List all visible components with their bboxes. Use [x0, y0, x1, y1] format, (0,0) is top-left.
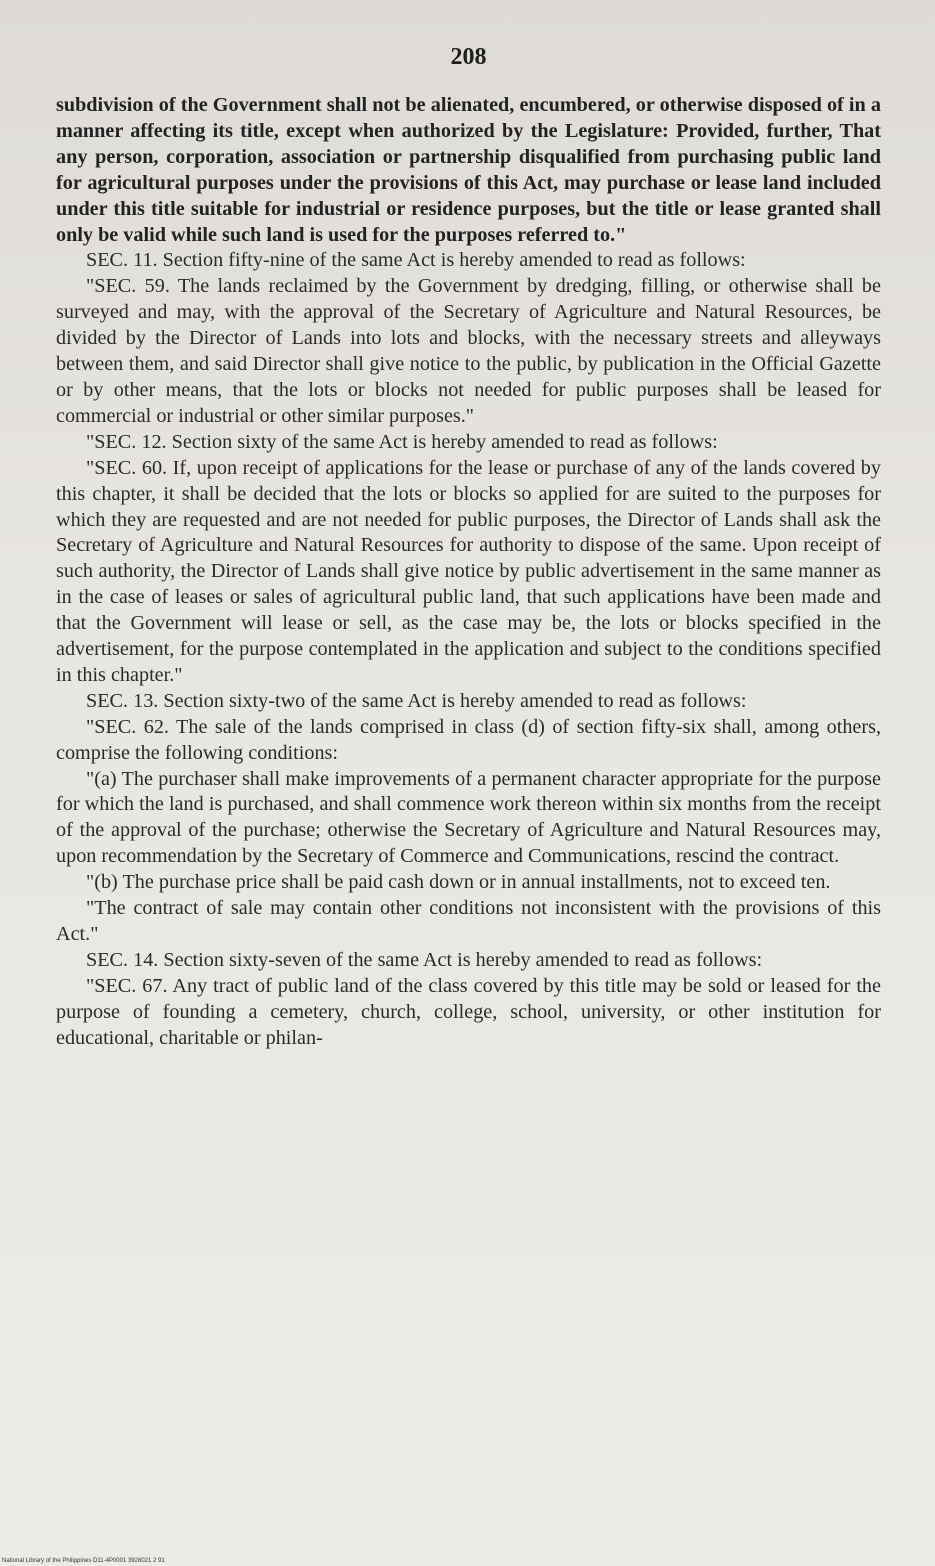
page-number: 208: [450, 44, 487, 70]
footer-caption: National Library of the Philippines D11-4P0001 3928021 2 91: [2, 1558, 165, 1564]
paragraph: "SEC. 12. Section sixty of the same Act is hereby amended to read as follows:: [86, 430, 718, 453]
paragraph: subdivision of the Government shall not be alienated, encumbered, or otherwise disposed of in a manner affecting its title, except when authorized by the Legislature: Provided, further, That any person, corporation, association or partnership disqualified from purchasing public land for agricultural purposes under the provisions of this Act, may purchase or lease land included under this title suitable for industrial or residence purposes, but the title or lease granted shall only be valid while such land is used for the purposes referred to.": [56, 94, 881, 246]
paragraph: SEC. 13. Section sixty-two of the same Act is hereby amended to read as follows:: [86, 689, 747, 712]
paragraph: "(b) The purchase price shall be paid cash down or in annual installments, not to exceed ten.: [86, 871, 831, 894]
paragraph: SEC. 14. Section sixty-seven of the same Act is hereby amended to read as follows:: [86, 948, 763, 971]
document-body: [56, 93, 881, 1052]
paragraph: "SEC. 59. The lands reclaimed by the Government by dredging, filling, or otherwise shall be surveyed and may, with the approval of the Secretary of Agriculture and Natural Resources, be divided by the Director of Lands into lots and blocks, with the necessary streets and alleyways between them, and said Director shall give notice to the public, by publication in the Official Gazette or by other means, that the lots or blocks not needed for public purposes shall be leased for commercial or industrial or other similar purposes.": [56, 275, 881, 427]
paragraph: "SEC. 60. If, upon receipt of applications for the lease or purchase of any of the lands covered by this chapter, it shall be decided that the lots or blocks so applied for are suited to the purposes for which they are requested and are not needed for public purposes, the Director of Lands shall ask the Secretary of Agriculture and Natural Resources for authority to dispose of the same. Upon receipt of such authority, the Director of Lands shall give notice by public advertisement in the same manner as in the case of leases or sales of agricultural public land, that such applications have been made and that the Government will lease or sell, as the case may be, the lots or blocks specified in the advertisement, for the purpose contemplated in the application and subject to the conditions specified in this chapter.": [56, 456, 881, 686]
paragraph: "(a) The purchaser shall make improvements of a permanent character appropriate for the purpose for which the land is purchased, and shall commence work thereon within six months from the receipt of the approval of the purchase; otherwise the Secretary of Agriculture and Natural Resources may, upon recommendation by the Secretary of Commerce and Communications, rescind the contract.: [56, 767, 881, 868]
paragraph: "The contract of sale may contain other conditions not inconsistent with the provisions of this Act.": [56, 897, 881, 945]
paragraph: "SEC. 62. The sale of the lands comprised in class (d) of section fifty-six shall, among others, comprise the following conditions:: [56, 715, 881, 764]
paragraph: "SEC. 67. Any tract of public land of the class covered by this title may be sold or leased for the purpose of founding a cemetery, church, college, school, university, or other institution for educational, charitable or philan-: [56, 974, 881, 1049]
paragraph: SEC. 11. Section fifty-nine of the same Act is hereby amended to read as follows:: [86, 249, 746, 272]
